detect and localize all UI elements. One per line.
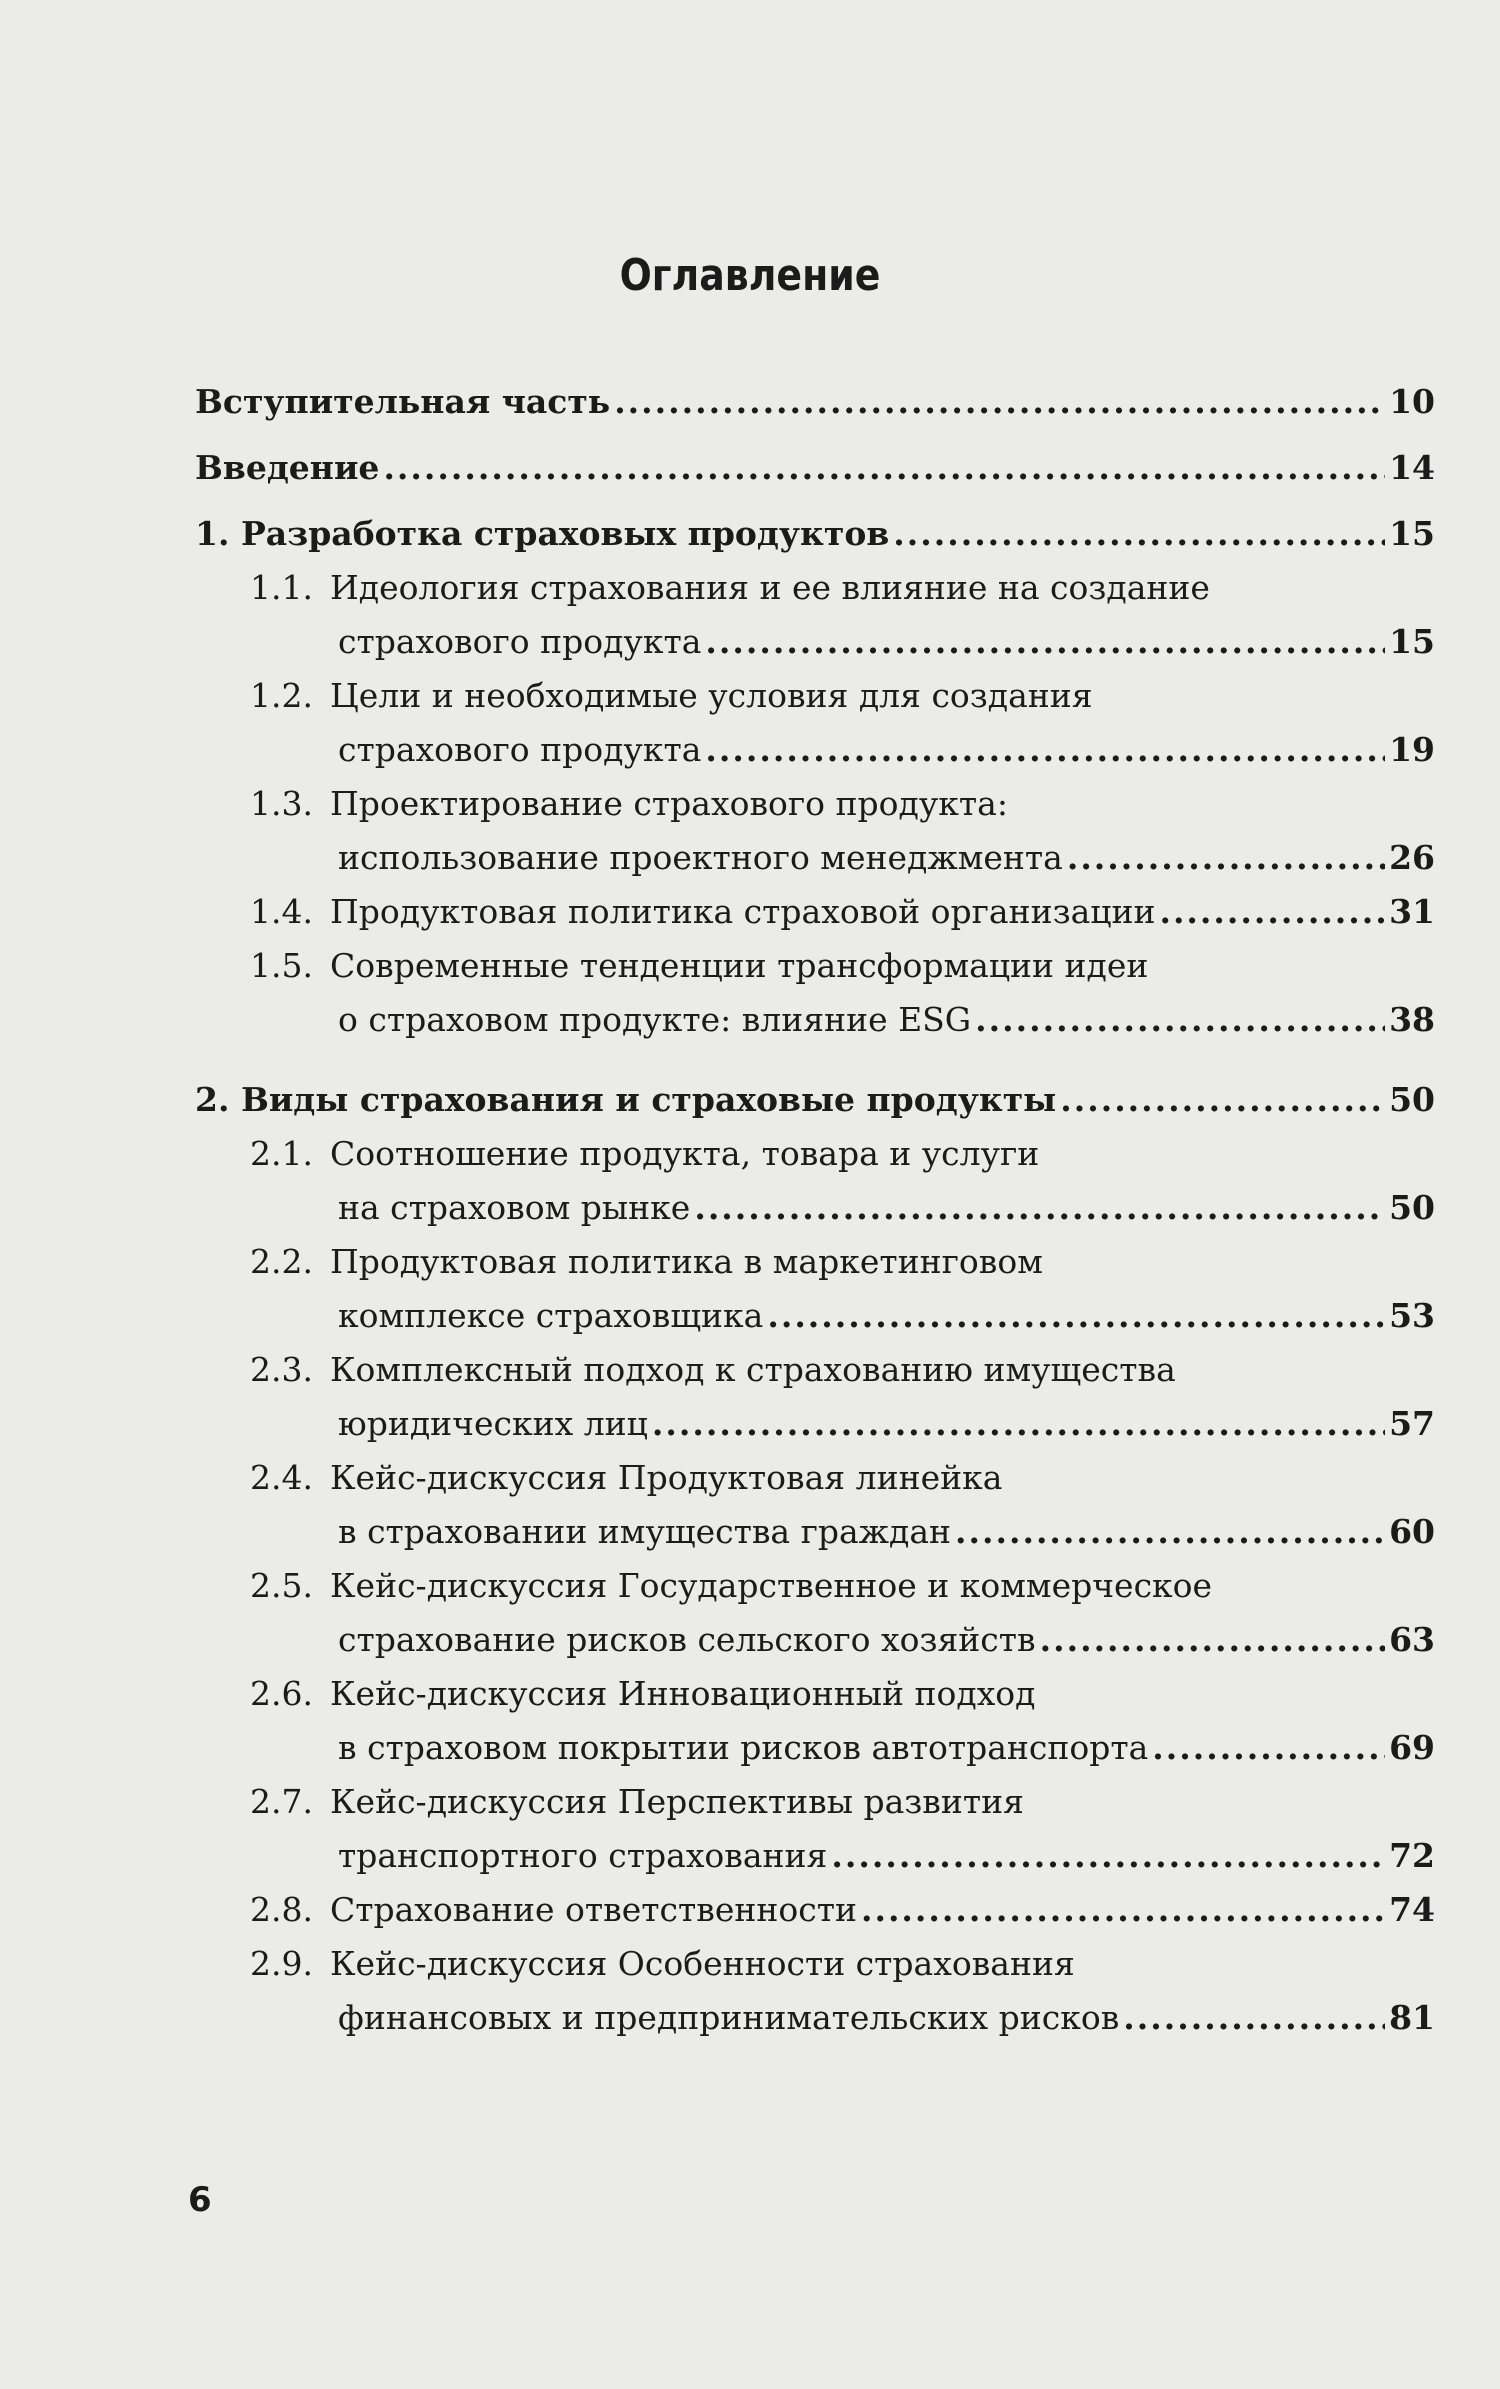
toc-entry [195,1667,1435,1775]
toc-page-number: 19 [1389,730,1435,769]
toc-line [195,375,1435,429]
toc-line [250,939,1435,993]
toc-line [195,1073,1435,1127]
toc-entry [195,1073,1435,1127]
toc-entry-number: 2.5. [250,1566,313,1605]
toc-page-number: 69 [1389,1728,1435,1767]
toc-entry-title: в страховом покрытии рисков автотранспорта [338,1728,1149,1767]
toc-entry-title: страхование рисков сельского хозяйств [338,1620,1036,1659]
toc-line [195,441,1435,495]
toc-entry-number: 2.3. [250,1350,313,1389]
toc-line [250,1289,1435,1343]
toc-line [250,1775,1435,1829]
toc-entry [195,939,1435,1047]
leader-dots [705,615,1385,669]
toc-page-number: 57 [1389,1404,1435,1443]
toc-entry-number: 1.1. [250,568,313,607]
toc-entry-title: комплексе страховщика [338,1296,764,1335]
toc-page-number: 15 [1389,622,1435,661]
page-title: Оглавление [619,250,881,301]
toc-entry-number: 2.1. [250,1134,313,1173]
toc-line [250,1667,1435,1721]
toc-page-number: 38 [1389,1000,1435,1039]
leader-dots [694,1181,1385,1235]
leader-dots [1067,831,1385,885]
toc-entry [195,885,1435,939]
toc-entry-title: Продуктовая политика в маркетинговом [330,1242,1043,1281]
toc-line [250,1937,1435,1991]
toc-entry [195,669,1435,777]
leader-dots [1040,1613,1385,1667]
toc-page-number: 53 [1389,1296,1435,1335]
toc-line [250,1397,1435,1451]
toc-entry-title: на страховом рынке [338,1188,691,1227]
toc-entry-number: 2.4. [250,1458,313,1497]
toc-entry [195,1451,1435,1559]
toc-entry [195,1883,1435,1937]
toc-line [250,723,1435,777]
leader-dots [1060,1073,1385,1127]
leader-dots [955,1505,1385,1559]
toc-entry-number: 2.9. [250,1944,313,1983]
toc-page-number: 81 [1389,1998,1435,2037]
toc-entry-title: транспортного страхования [338,1836,828,1875]
toc-entry-title: Современные тенденции трансформации идеи [330,946,1149,985]
toc-page-number: 60 [1389,1512,1435,1551]
toc-entry-title: Вступительная часть [195,382,611,421]
toc-page-number: 63 [1389,1620,1435,1659]
leader-dots [652,1397,1385,1451]
toc-entry-title: Цели и необходимые условия для создания [330,676,1093,715]
toc-entry-title: Кейс-дискуссия Инновационный подход [330,1674,1036,1713]
toc-line [250,1235,1435,1289]
leader-dots [975,993,1385,1047]
toc-page-number: 10 [1389,382,1435,421]
toc-entry-title: юридических лиц [338,1404,648,1443]
toc-entry-title: Введение [195,448,380,487]
toc-entry-title: использование проектного менеджмента [338,838,1063,877]
toc-entry-title: страхового продукта [338,622,702,661]
toc-line [250,885,1435,939]
leader-dots [383,441,1385,495]
toc-entry [195,375,1435,429]
toc-entry-title: Кейс-дискуссия Продуктовая линейка [330,1458,1003,1497]
toc-entry-title: страхового продукта [338,730,702,769]
toc-entry [195,777,1435,885]
toc-entry-title: Продуктовая политика страховой организации [330,892,1156,931]
toc-line [250,1451,1435,1505]
toc-line [250,1829,1435,1883]
toc-line [250,1721,1435,1775]
leader-dots [705,723,1385,777]
toc-entry-number: 1.5. [250,946,313,985]
toc-page-number: 15 [1389,514,1435,553]
toc-entry [195,1559,1435,1667]
toc-entry [195,507,1435,561]
toc-line [250,1559,1435,1613]
toc-page-number: 72 [1389,1836,1435,1875]
toc-entry-title: Кейс-дискуссия Особенности страхования [330,1944,1075,1983]
leader-dots [1159,885,1385,939]
leader-dots [614,375,1385,429]
toc-entry-title: в страховании имущества граждан [338,1512,952,1551]
toc-page-number: 26 [1389,838,1435,877]
toc-line [250,1343,1435,1397]
toc-line [250,993,1435,1047]
toc-entry [195,441,1435,495]
toc-entry-number: 2.7. [250,1782,313,1821]
toc-entry [195,1775,1435,1883]
toc-entry-number: 2.6. [250,1674,313,1713]
toc-entry-title: Идеология страхования и ее влияние на создание [330,568,1210,607]
toc-line [250,777,1435,831]
toc-line [250,1127,1435,1181]
toc-line [250,615,1435,669]
toc-line [250,1181,1435,1235]
toc-page-number: 50 [1389,1188,1435,1227]
toc-entry-number: 1.3. [250,784,313,823]
toc-entry-number: 2.8. [250,1890,313,1929]
toc-entry-number: 2.2. [250,1242,313,1281]
leader-dots [861,1883,1385,1937]
page-number: 6 [188,2180,212,2220]
toc-entry-title: Кейс-дискуссия Перспективы развития [330,1782,1024,1821]
leader-dots [893,507,1385,561]
toc-page-number: 31 [1389,892,1435,931]
leader-dots [1123,1991,1385,2045]
toc-page-number: 74 [1389,1890,1435,1929]
toc-entry-number: 1.2. [250,676,313,715]
toc-line [250,1883,1435,1937]
toc-line [250,1613,1435,1667]
leader-dots [831,1829,1385,1883]
toc-line [250,669,1435,723]
toc-line [250,561,1435,615]
toc-entry [195,1343,1435,1451]
toc-entry-number: 1.4. [250,892,313,931]
toc-entry-title: финансовых и предпринимательских рисков [338,1998,1120,2037]
toc-entry-title: Соотношение продукта, товара и услуги [330,1134,1040,1173]
leader-dots [767,1289,1385,1343]
toc-entry-title: Кейс-дискуссия Государственное и коммерческое [330,1566,1213,1605]
toc-entry [195,1235,1435,1343]
toc-line [250,831,1435,885]
leader-dots [1152,1721,1385,1775]
toc-entry [195,1127,1435,1235]
toc-entry [195,1937,1435,2045]
toc-line [250,1991,1435,2045]
toc-page-number: 50 [1389,1080,1435,1119]
toc-entry-title: 2. Виды страхования и страховые продукты [195,1080,1057,1119]
table-of-contents [195,375,1435,2045]
toc-entry [195,561,1435,669]
toc-line [250,1505,1435,1559]
toc-line [195,507,1435,561]
toc-entry-title: о страховом продукте: влияние ESG [338,1000,972,1039]
toc-entry-title: Комплексный подход к страхованию имущества [330,1350,1176,1389]
toc-entry-title: Проектирование страхового продукта: [330,784,1008,823]
toc-entry-title: Страхование ответственности [330,1890,857,1929]
toc-page-number: 14 [1389,448,1435,487]
toc-entry-title: 1. Разработка страховых продуктов [195,514,890,553]
